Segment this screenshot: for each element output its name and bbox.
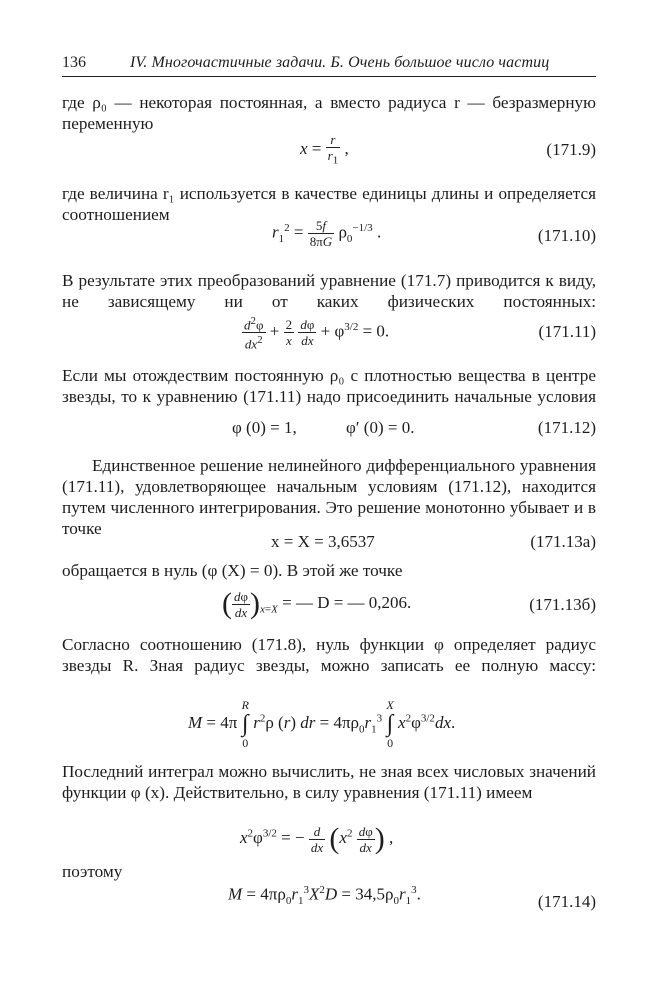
equation-body: M = 4π R ∫ 0 $r^2\rho$ (r) dr = $4\pi\rho_0r_1^3$ X ∫ 0 $x^2\varphi^{3/2}dx$. bbox=[188, 698, 456, 750]
paragraph-1: где ρ₀ — некоторая постоянная, а вместо радиуса r — безразмерную переменную bbox=[62, 93, 596, 133]
paragraph-8: Последний интеграл можно вычислить, не зная всех числовых значений функции φ (x). Действительно, в силу уравнения (171.11) имеем bbox=[62, 762, 596, 802]
equation-171-11 bbox=[62, 314, 596, 358]
equation-body: $r_1^2$ = $\frac{5f}{8\pi G}$ $\rho_0^{-1/3}$ . bbox=[272, 218, 382, 249]
equation-number: (171.12) bbox=[537, 418, 596, 437]
equation-171-13b bbox=[62, 587, 596, 631]
equation-171-9 bbox=[62, 132, 596, 176]
equation-body: x = X = 3,6537 bbox=[271, 532, 375, 551]
paragraph-3: В результате этих преобразований уравнение (171.7) приводится к виду, не зависящему ни от каких физических постоянных: bbox=[62, 271, 596, 311]
paragraph-9: поэтому bbox=[62, 862, 123, 881]
running-title: IV. Многочастичные задачи. Б. Очень большое число частиц bbox=[130, 54, 550, 71]
paragraph-4: Если мы отождествим постоянную ρ₀ с плотностью вещества в центре звезды, то к уравнению (171.11) надо присоединить начальные условия bbox=[62, 366, 596, 406]
equation-mass-integral bbox=[62, 694, 596, 754]
paragraph-2: где величина r₁ используется в качестве единицы длины и определяется соотношением bbox=[62, 184, 596, 224]
equation-number: (171.13б) bbox=[529, 595, 596, 614]
equation-body: ( $\frac{d\varphi}{dx}$ )$_{x=X}$ = — D = — 0,206. bbox=[222, 587, 412, 620]
equation-number: (171.14) bbox=[537, 892, 596, 911]
paragraph-6: обращается в нуль (φ (X) = 0). В этой же точке bbox=[62, 561, 403, 580]
equation-body: $\frac{d^2\varphi}{dx^2}$ + $\frac{2}{x}$ $\frac{d\varphi}{dx}$ + $\varphi^{3/2} = 0$. bbox=[244, 315, 390, 352]
equation-number: (171.11) bbox=[538, 322, 596, 341]
equation-171-14 bbox=[62, 884, 596, 928]
equation-171-10 bbox=[62, 218, 596, 262]
equation-number: (171.13a) bbox=[530, 532, 596, 551]
equation-number: (171.10) bbox=[537, 226, 596, 245]
equation-identity bbox=[62, 822, 596, 866]
equation-right: φ′ (0) = 0. bbox=[346, 418, 415, 437]
equation-number: (171.9) bbox=[546, 140, 596, 159]
equation-rhs: = — D = — 0,206. bbox=[282, 592, 412, 612]
equation-body: x = $\frac{r}{r_1}$ , bbox=[300, 132, 349, 167]
paragraph-7: Согласно соотношению (171.8), нуль функции φ определяет радиус звезды R. Зная радиус звезды, можно записать ее полную массу: bbox=[62, 635, 596, 675]
equation-left: φ (0) = 1, bbox=[232, 418, 297, 437]
equation-body: $M = 4\pi\rho_0r_1^3X^2D = 34,5\rho_0r_1^3$. bbox=[228, 884, 421, 908]
paragraph-5: Единственное решение нелинейного дифференциального уравнения (171.11), удовлетворяющее начальным условиям (171.12), находится путем численного интегрирования. Это решение монотонно убывает и в точке bbox=[62, 456, 596, 538]
running-header bbox=[62, 52, 596, 77]
equation-body: $x^2\varphi^{3/2}$ = − $\frac{d}{dx}$ ($x^2$ $\frac{d\varphi}{dx}$ ) , bbox=[240, 822, 394, 855]
page-number: 136 bbox=[62, 54, 86, 71]
